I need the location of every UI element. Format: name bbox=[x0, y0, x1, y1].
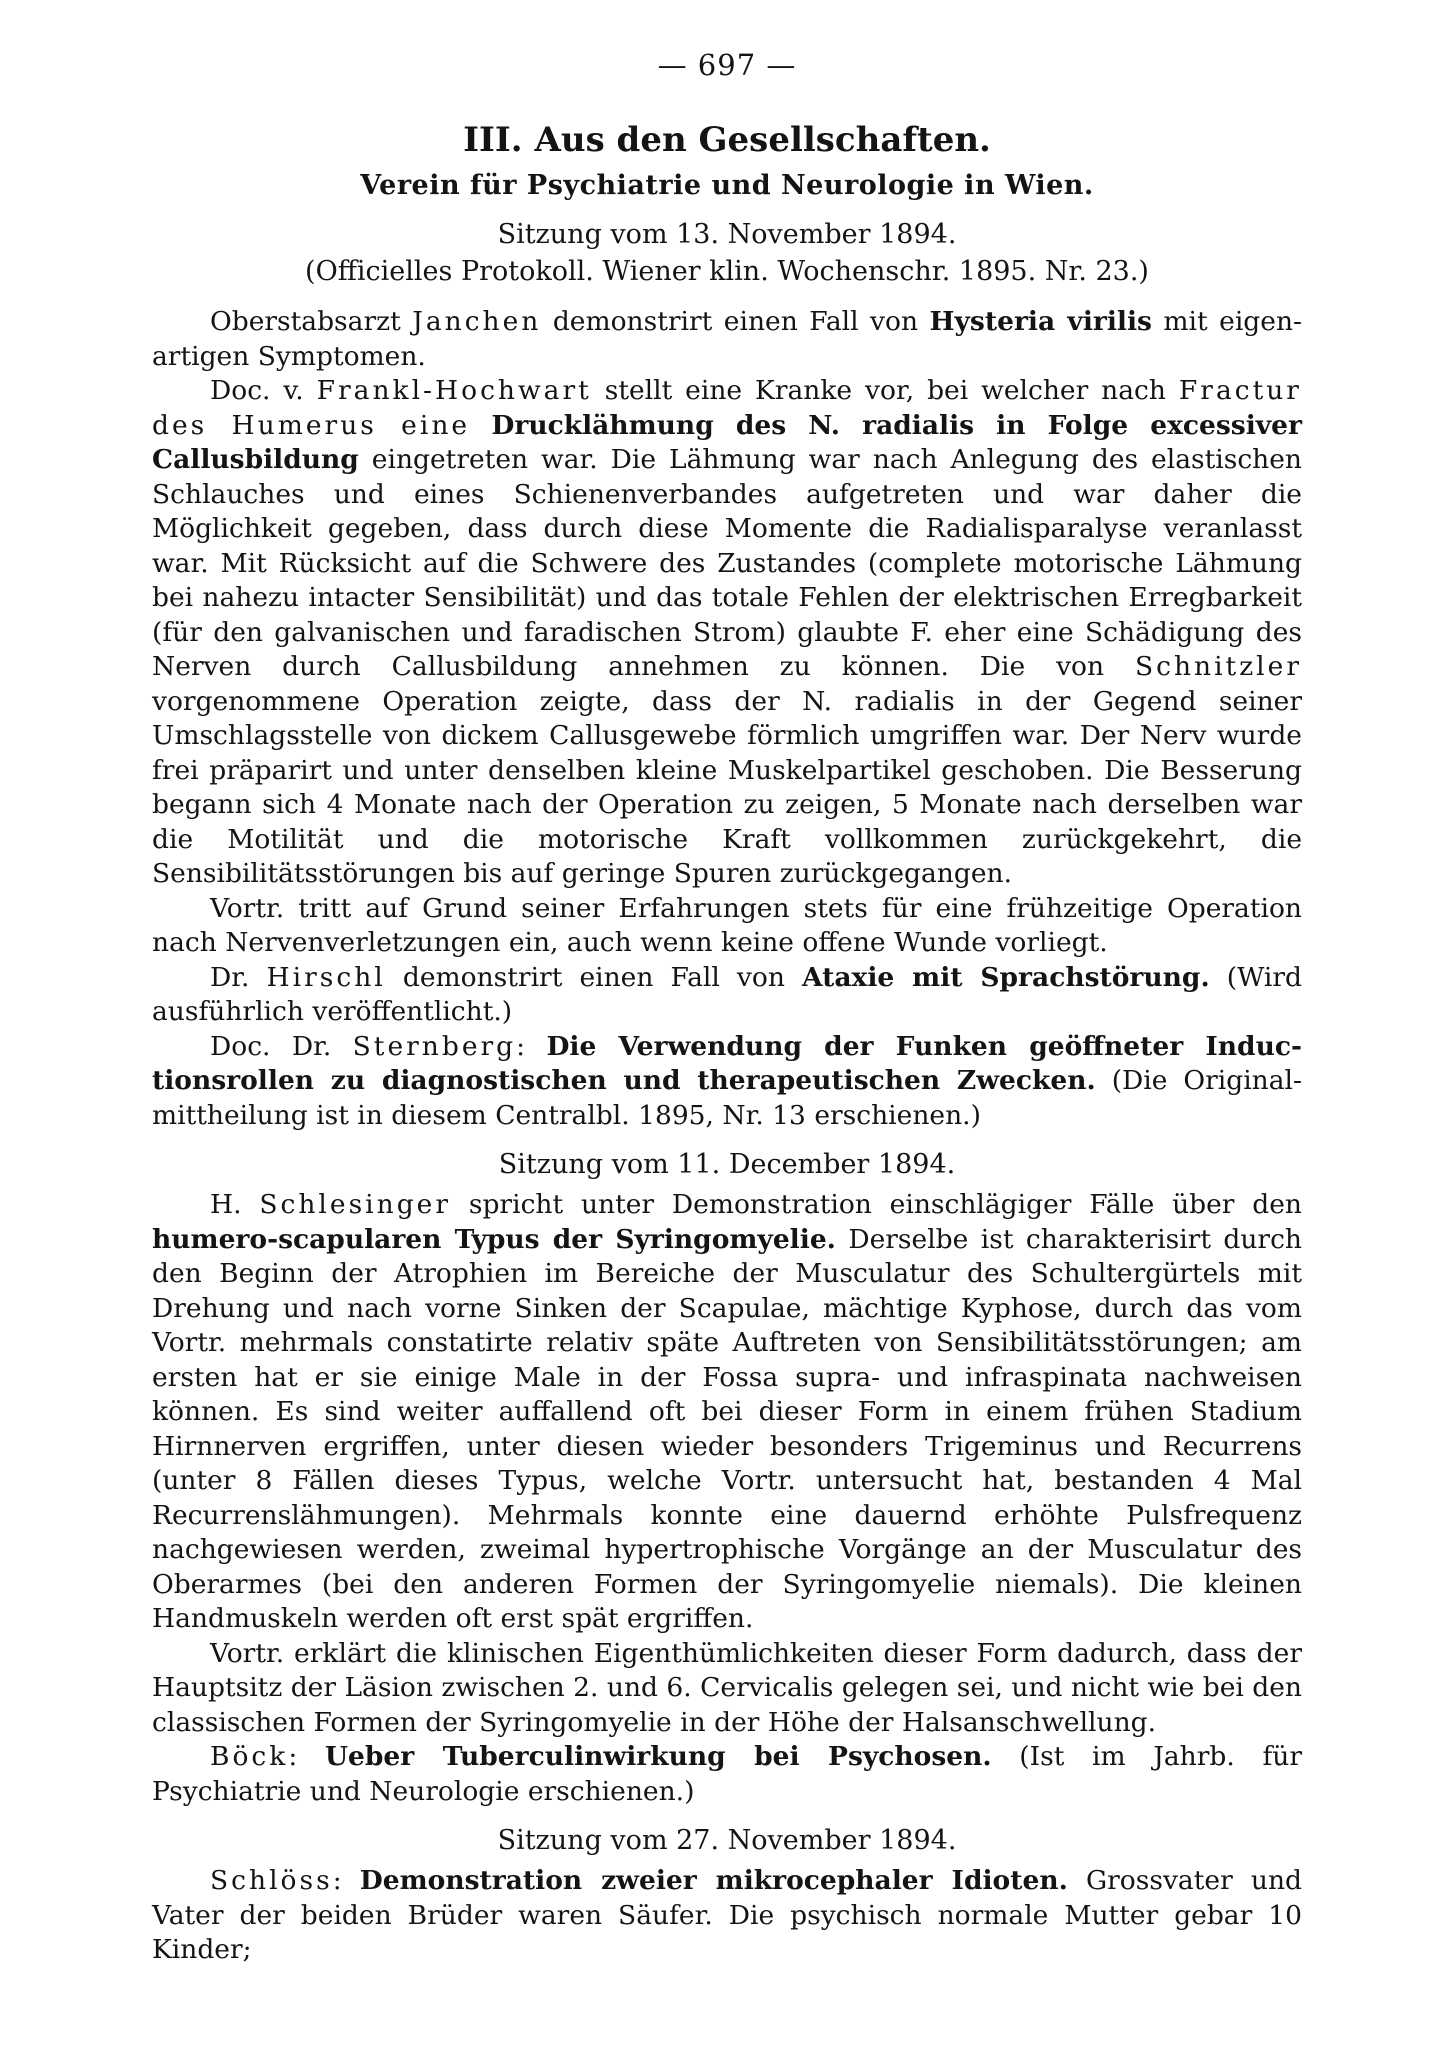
topic-bold: Ataxie mit Sprachstörung. bbox=[802, 961, 1210, 993]
topic-bold: Demonstration zweier mikrocephaler Idioten. bbox=[359, 1865, 1068, 1896]
text-run: Doc. v. bbox=[210, 375, 317, 406]
text-run: spricht unter Demonstration einschlägiger Fälle über den bbox=[451, 1189, 1302, 1220]
session-date: Sitzung vom 27. November 1894. bbox=[497, 1825, 957, 1856]
session-date: Sitzung vom 11. December 1894. bbox=[498, 1149, 956, 1180]
text-run: demonstrirt einen Fall von bbox=[541, 306, 930, 337]
text-run: demonstrirt einen Fall von bbox=[385, 961, 803, 993]
text-run: (Wird ausführlich veröffentlicht.) bbox=[152, 961, 1302, 1027]
topic-bold: humero-scapularen Typus der Syringomyelie. bbox=[152, 1223, 836, 1255]
text-run: stellt eine Kranke vor, bei welcher nach bbox=[591, 375, 1179, 406]
protocol-reference: (Officielles Protokoll. Wiener klin. Wochenschr. 1895. Nr. 23.) bbox=[305, 256, 1149, 287]
text-run: Grossvater und Vater der beiden Brüder waren Säufer. Die psychisch normale Mutter gebar 10 Kinder; bbox=[152, 1865, 1302, 1965]
text-run: eingetreten war. Die Lähmung war nach Anlegung des elastischen Schlauches und eines Schienenverbandes aufgetreten und war daher die Möglichkeit gegeben, dass durch diese Momente die Radialisparalyse veranlasst war. Mit Rücksicht auf die Schwere des Zustandes (complete motorische Lähmung bei nahezu intacter Sensibilität) und das totale Fehlen der elektrischen Erregbarkeit (für den galvanischen und faradischen Strom) glaubte F. eher eine Schädigung des Nerven durch Callusbildung annehmen zu können. Die von bbox=[152, 444, 1302, 682]
section-title: III. Aus den Gesellschaften. bbox=[463, 120, 991, 160]
paragraph-vortr-erklaert: Vortr. erklärt die klinischen Eigenthümlichkeiten dieser Form dadurch, dass der Hauptsitz der Läsion zwischen 2. und 6. Cervicalis gelegen sei, und nicht wie bei den classischen Formen der Syringomyelie in der Höhe der Halsanschwellung. bbox=[152, 1637, 1302, 1738]
paragraph-schlesinger bbox=[152, 1188, 1302, 1637]
paragraph-hirschl bbox=[152, 961, 1302, 1030]
society-title: Verein für Psychiatrie und Neurologie in Wien. bbox=[360, 170, 1094, 201]
topic-bold: Drucklähmung des N. radialis in Folge excessiver Callusbildung bbox=[152, 409, 1302, 475]
text-run: vorgenommene Operation zeigte, dass der N. radialis in der Gegend seiner Umschlagsstelle von dickem Callusgewebe förmlich umgriffen war. Der Nerv wurde frei präparirt und unter denselben kleine Muskelpartikel geschoben. Die Besserung begann sich 4 Monate nach der Operation zu zeigen, 5 Monate nach derselben war die Motilität und die motorische Kraft vollkommen zurückgekehrt, die Sensibilitätsstörungen bis auf geringe Spuren zurückgegangen. bbox=[152, 685, 1302, 889]
text-run: H. bbox=[210, 1189, 260, 1220]
text-run bbox=[470, 410, 491, 441]
text-run: : bbox=[288, 1741, 325, 1772]
text-run: Dr. bbox=[210, 961, 267, 993]
text-run: : bbox=[332, 1865, 360, 1896]
text-run: (Die Originalmittheilung ist in diesem Centralbl. 1895, Nr. 13 erschienen.) bbox=[152, 1065, 1302, 1131]
session-13-nov-1894 bbox=[152, 219, 1302, 1133]
author-name: Schlöss bbox=[210, 1865, 333, 1896]
author-name: Sternberg bbox=[352, 1030, 517, 1062]
topic-bold: Die Verwendung der Funken geöffneter Inductionsrollen zu diagnostischen und therapeutischen Zwecken. bbox=[152, 1030, 1302, 1096]
paragraph-vortr-operation: Vortr. tritt auf Grund seiner Erfahrungen stets für eine frühzeitige Operation nach Nervenverletzungen ein, auch wenn keine offene Wunde vorliegt. bbox=[152, 892, 1302, 958]
paragraph-janchen bbox=[152, 305, 1302, 374]
topic-bold: Hysteria virilis bbox=[929, 306, 1152, 337]
paragraph-frankl-hochwart bbox=[152, 374, 1302, 892]
page-number: — 697 — bbox=[657, 48, 797, 82]
author-name: Schnitzler bbox=[1134, 651, 1302, 682]
session-11-dec-1894 bbox=[152, 1149, 1302, 1809]
text-run: mit eigenartigen Symptomen. bbox=[152, 306, 1302, 372]
text-run: (Ist im Jahrb. für Psychiatrie und Neurologie erschienen.) bbox=[152, 1741, 1302, 1807]
text-run: : bbox=[516, 1030, 547, 1062]
session-27-nov-1894 bbox=[152, 1825, 1302, 1968]
spaced-text: Fractur des Humerus eine bbox=[152, 375, 1302, 441]
author-name: Frankl-Hochwart bbox=[316, 375, 592, 406]
paragraph-sternberg bbox=[152, 1030, 1302, 1134]
author-name: Janchen bbox=[412, 306, 542, 337]
author-name: Schlesinger bbox=[259, 1189, 452, 1220]
text-run: Doc. Dr. bbox=[210, 1030, 353, 1062]
author-name: Hirschl bbox=[266, 961, 386, 993]
document-page bbox=[152, 48, 1302, 1968]
text-run: Oberstabsarzt bbox=[210, 306, 413, 337]
text-run: Derselbe ist charakterisirt durch den Beginn der Atrophien im Bereiche der Musculatur des Schultergürtels mit Drehung und nach vorne Sinken der Scapulae, mächtige Kyphose, durch das vom Vortr. mehrmals constatirte relativ späte Auftreten von Sensibilitätsstörungen; am ersten hat er sie einige Male in der Fossa supra- und infraspinata nachweisen können. Es sind weiter auffallend oft bei dieser Form in einem frühen Stadium Hirnnerven ergriffen, unter diesen wieder besonders Trigeminus und Recurrens (unter 8 Fällen dieses Typus, welche Vortr. untersucht hat, bestanden 4 Mal Recurrenslähmungen). Mehrmals konnte eine dauernd erhöhte Pulsfrequenz nachgewiesen werden, zweimal hypertrophische Vorgänge an der Musculatur des Oberarmes (bei den anderen Formen der Syringomyelie niemals). Die kleinen Handmuskeln werden oft erst spät ergriffen. bbox=[152, 1223, 1303, 1634]
paragraph-schloess bbox=[152, 1864, 1302, 1968]
topic-bold: Ueber Tuberculinwirkung bei Psychosen. bbox=[324, 1741, 992, 1772]
paragraph-boeck bbox=[152, 1740, 1302, 1809]
session-date: Sitzung vom 13. November 1894. bbox=[497, 219, 957, 250]
author-name: Böck bbox=[210, 1741, 289, 1772]
